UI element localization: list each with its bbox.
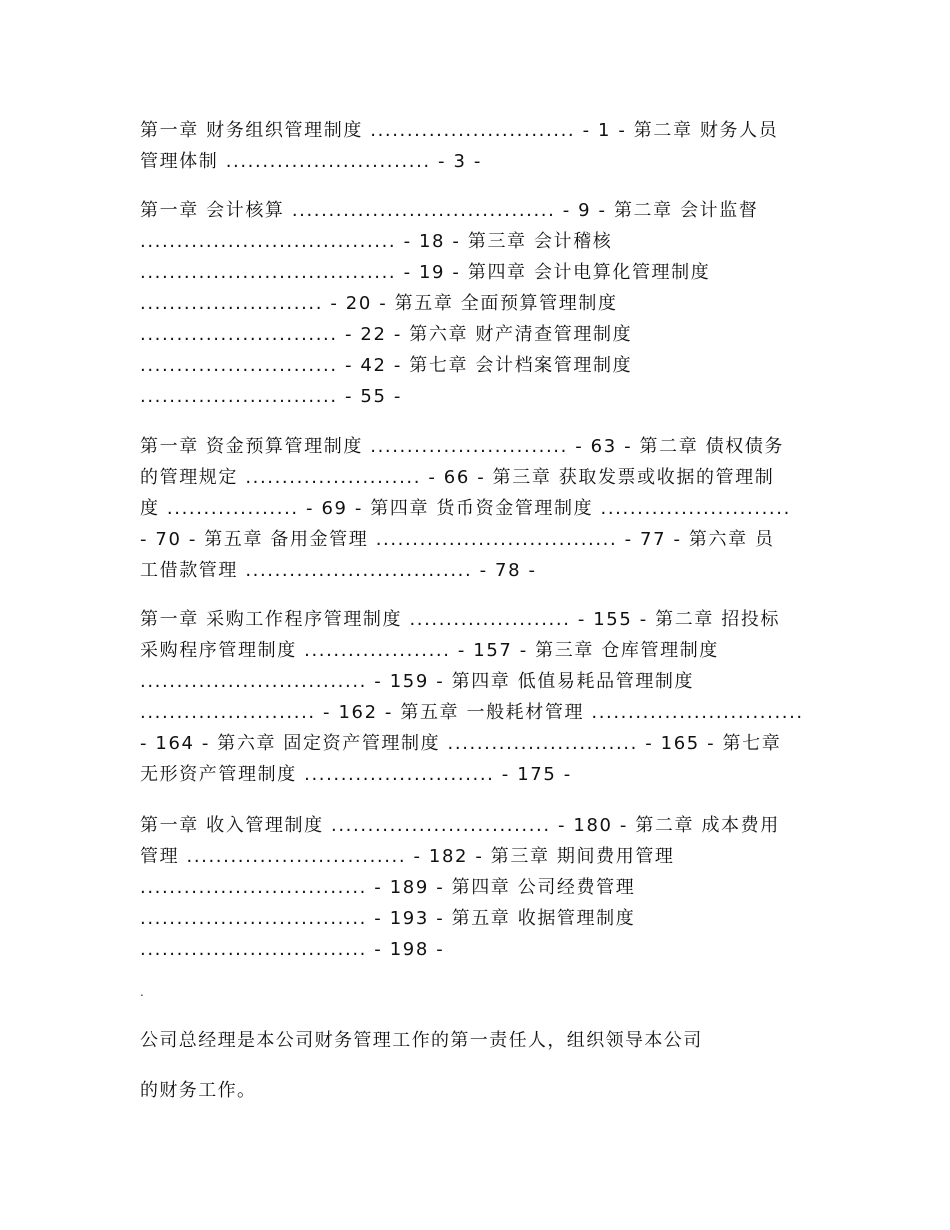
toc-line: ................................... - 19 - 第四章 会计电算化管理制度 <box>140 262 711 283</box>
toc-line: 第一章 财务组织管理制度 ............................ - 1 - 第二章 财务人员 <box>140 120 779 141</box>
toc-line: ............................... - 189 - 第四章 公司经费管理 <box>140 877 636 898</box>
toc-line: - 70 - 第五章 备用金管理 ................................. - 77 - 第六章 员 <box>140 529 775 550</box>
body-paragraph-line: 公司总经理是本公司财务管理工作的第一责任人，组织领导本公司 <box>140 1030 703 1051</box>
toc-line: 采购程序管理制度 .................... - 157 - 第三章 仓库管理制度 <box>140 640 719 661</box>
toc-line: ........................... - 42 - 第七章 会计档案管理制度 <box>140 355 633 376</box>
toc-line: ......................... - 20 - 第五章 全面预算管理制度 <box>140 293 618 314</box>
toc-line: 管理体制 ............................ - 3 - <box>140 151 482 172</box>
toc-line: 第一章 收入管理制度 .............................. - 180 - 第二章 成本费用 <box>140 815 780 836</box>
toc-line: ............................... - 159 - 第四章 低值易耗品管理制度 <box>140 671 695 692</box>
toc-line: ............................... - 198 - <box>140 939 445 960</box>
toc-line: - 164 - 第六章 固定资产管理制度 .......................... - 165 - 第七章 <box>140 733 782 754</box>
toc-line: ........................ - 162 - 第五章 一般耗材管理 ............................. <box>140 702 804 723</box>
toc-line: ................................... - 18 - 第三章 会计稽核 <box>140 231 613 252</box>
toc-line: 无形资产管理制度 .......................... - 175 - <box>140 764 572 785</box>
toc-line: ............................... - 193 - 第五章 收据管理制度 <box>140 908 636 929</box>
toc-line: 第一章 资金预算管理制度 ........................... - 63 - 第二章 债权债务 <box>140 436 785 457</box>
toc-line: 度 .................. - 69 - 第四章 货币资金管理制度 .......................... <box>140 498 791 519</box>
body-paragraph-line: 的财务工作。 <box>140 1080 257 1101</box>
toc-line: ........................... - 55 - <box>140 386 402 407</box>
toc-line: 第一章 采购工作程序管理制度 ...................... - 155 - 第二章 招投标 <box>140 609 781 630</box>
toc-line: 第一章 会计核算 .................................... - 9 - 第二章 会计监督 <box>140 200 759 221</box>
toc-line: 工借款管理 ............................... - 78 - <box>140 560 537 581</box>
separator-mark: . <box>140 985 144 999</box>
toc-line: ........................... - 22 - 第六章 财产清查管理制度 <box>140 324 633 345</box>
toc-line: 管理 .............................. - 182 - 第三章 期间费用管理 <box>140 846 675 867</box>
toc-line: 的管理规定 ........................ - 66 - 第三章 获取发票或收据的管理制 <box>140 467 775 488</box>
